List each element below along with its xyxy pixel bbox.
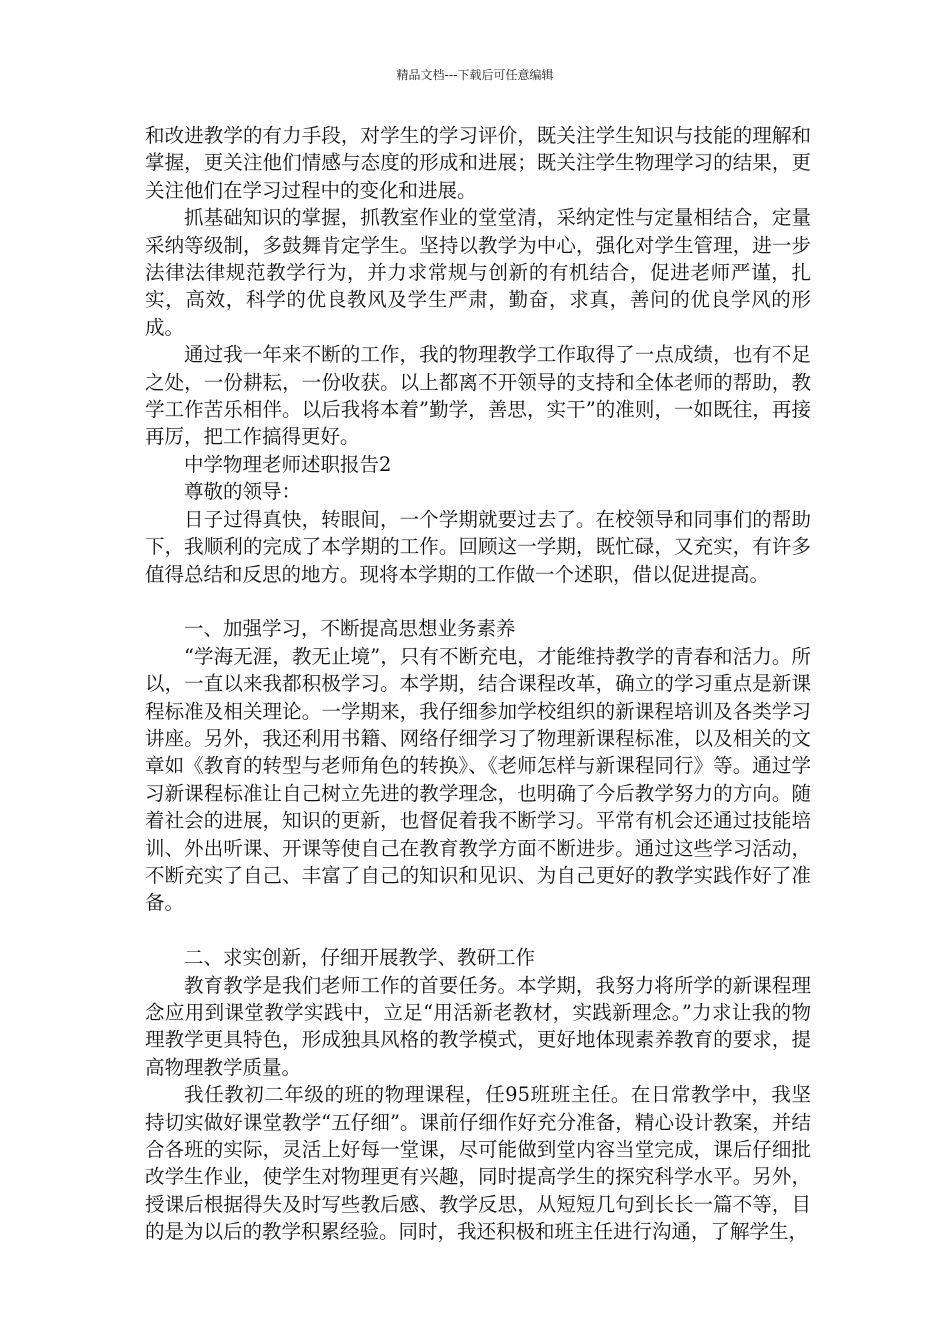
paragraph-intro: 日子过得真快，转眼间，一个学期就要过去了。在校领导和同事们的帮助下，我顺利的完成了本学期的工作。回顾这一学期，既忙碌，又充实，有许多值得总结和反思的地方。现将本学期的工作做一个述职，借以促进提高。 [145, 507, 811, 586]
paragraph-learning: “学海无涯，教无止境”，只有不断充电，才能维持教学的青春和活力。所以，一直以来我都积极学习。本学期，结合课程改革，确立的学习重点是新课程标准及相关理论。一学期来，我仔细参加学校组织的新课程培训及各类学习讲座。另外，我还利用书籍、网络仔细学习了物理新课程标准，以及相关的文章如《教育的转型与老师角色的转换》、《老师怎样与新课程同行》等。通过学习新课程标准让自己树立先进的教学理念，也明确了今后教学努力的方向。随着社会的进展，知识的更新，也督促着我不断学习。平常有机会还通过技能培训、外出听课、开课等使自己在教育教学方面不断进步。通过这些学习活动，不断充实了自己、丰富了自己的知识和见识、为自己更好的教学实践作好了准备。 [145, 644, 811, 915]
page-header: 精品文档---下载后可任意编辑 [396, 68, 554, 82]
blank-line [145, 917, 811, 944]
section-heading-2: 二、求实创新，仔细开展教学、教研工作 [184, 946, 536, 970]
greeting: 尊敬的领导： [184, 480, 302, 504]
paragraph-class-work: 我任教初二年级的班的物理课程，任95班班主任。在日常教学中，我坚持切实做好课堂教学“五仔细”。课前仔细作好充分准备，精心设计教案，并结合各班的实际，灵活上好每一堂课，尽可能做到堂内容当堂完成，课后仔细批改学生作业，使学生对物理更有兴趣，同时提高学生的探究科学水平。另外，授课后根据得失及时写些教后感、教学反思，从短短几句到长长一篇不等，目的是为以后的教学积累经验。同时，我还积极和班主任进行沟通，了解学生， [145, 1083, 811, 1244]
document-body [145, 122, 811, 1246]
paragraph-teaching: 教育教学是我们老师工作的首要任务。本学期，我努力将所学的新课程理念应用到课堂教学实践中，立足“用活新老教材，实践新理念。”力求让我的物理教学更具特色，形成独具风格的教学模式，更好地体现素养教育的要求，提高物理教学质量。 [145, 973, 811, 1079]
paragraph-summary: 通过我一年来不断的工作，我的物理教学工作取得了一点成绩，也有不足之处，一份耕耘，一份收获。以上都离不开领导的支持和全体老师的帮助，教学工作苦乐相伴。以后我将本着”勤学，善思，实干”的准则，一如既往，再接再厉，把工作搞得更好。 [145, 343, 811, 449]
paragraph-basics: 抓基础知识的掌握，抓教室作业的堂堂清，采纳定性与定量相结合，定量采纳等级制，多鼓舞肯定学生。坚持以教学为中心，强化对学生管理，进一步法律法律规范教学行为，并力求常规与创新的有机结合，促进老师严谨，扎实，高效，科学的优良教风及学生严肃，勤奋，求真，善问的优良学风的形成。 [145, 206, 811, 339]
blank-line [145, 588, 811, 615]
report-title-2: 中学物理老师述职报告2 [184, 452, 392, 476]
section-heading-1: 一、加强学习，不断提高思想业务素养 [184, 617, 516, 641]
paragraph-continuation: 和改进教学的有力手段，对学生的学习评价，既关注学生知识与技能的理解和掌握，更关注他们情感与态度的形成和进展；既关注学生物理学习的结果，更关注他们在学习过程中的变化和进展。 [145, 124, 811, 202]
